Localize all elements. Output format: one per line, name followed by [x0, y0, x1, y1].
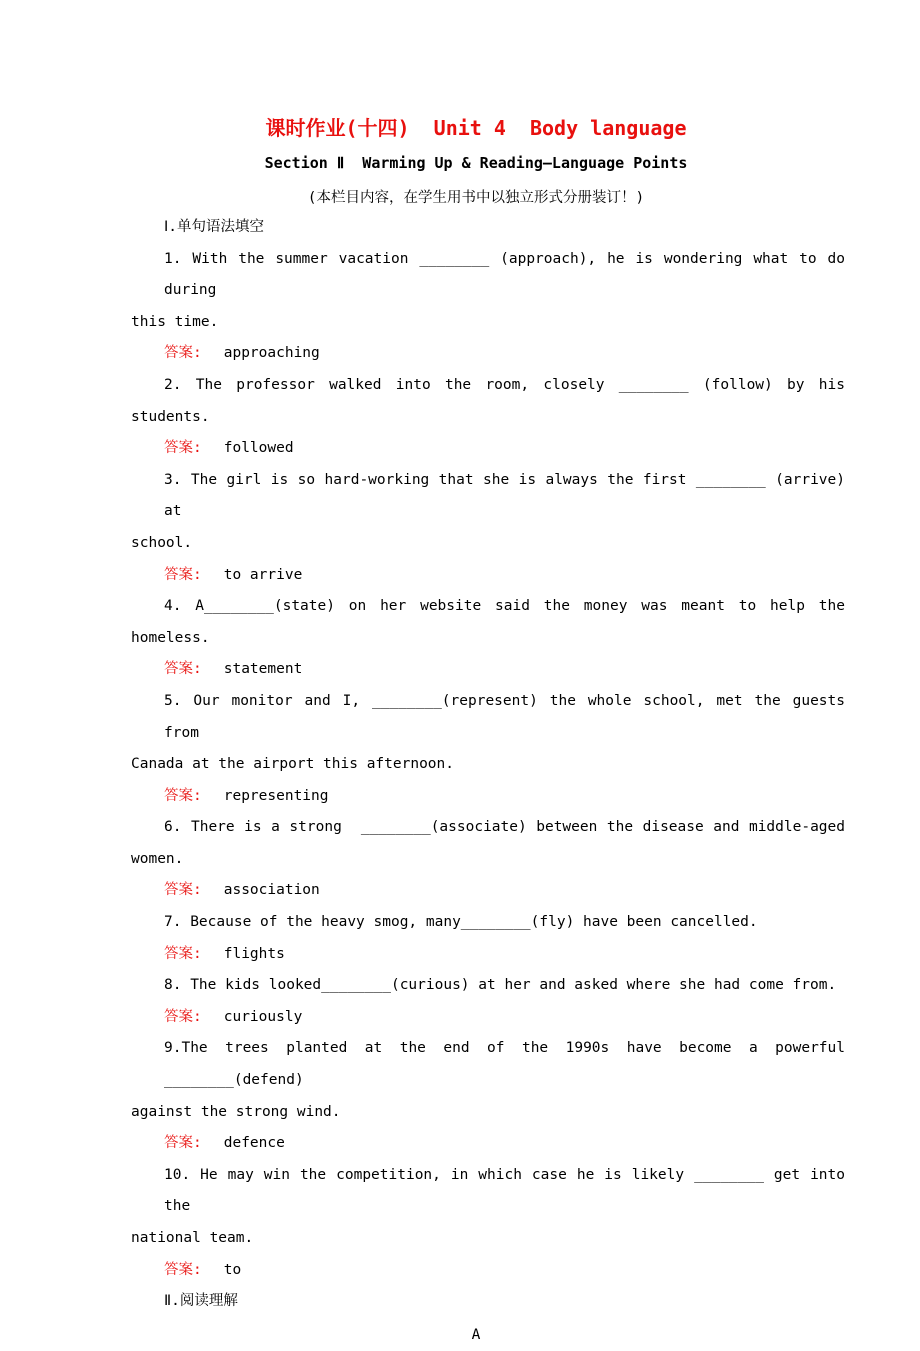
answer-label: 答案:: [164, 566, 202, 583]
question-list: [131, 244, 863, 1287]
answer-label: 答案:: [164, 440, 202, 457]
question-text: 2. The professor walked into the room, closely ________ (follow) by his: [164, 376, 845, 393]
answer-row: [131, 1128, 845, 1160]
answer-label: 答案:: [164, 787, 202, 804]
answer-label: 答案:: [164, 661, 202, 678]
answer-row: [131, 939, 845, 971]
section-heading-reading: Ⅱ.阅读理解: [164, 1293, 238, 1310]
answer-value: flights: [223, 945, 285, 962]
answer-value: to arrive: [223, 566, 303, 583]
answer-value: approaching: [223, 345, 320, 362]
question-text-continued: students.: [131, 408, 210, 425]
question-text-continued: women.: [131, 850, 184, 867]
answer-row: [131, 560, 845, 592]
answer-row: [131, 1002, 845, 1034]
answer-row: [131, 1255, 845, 1287]
answer-value: defence: [223, 1135, 285, 1152]
section-subtitle: Section Ⅱ Warming Up & Reading—Language Points: [264, 154, 688, 172]
answer-row: [131, 433, 845, 465]
question-text: 9.The trees planted at the end of the 1990s have become a powerful ________(defend): [164, 1040, 863, 1089]
question-text: 6. There is a strong ________(associate) between the disease and middle-aged: [164, 819, 845, 836]
question-text: 5. Our monitor and I, ________(represent) the whole school, met the guests from: [164, 692, 854, 741]
question-text-continued: national team.: [131, 1230, 254, 1246]
answer-value: to: [223, 1261, 242, 1278]
binding-note: (本栏目内容，在学生用书中以独立形式分册装订！): [307, 190, 645, 206]
question-text-continued: against the strong wind.: [131, 1103, 341, 1120]
exercise-content: [131, 212, 863, 1351]
question-text: 8. The kids looked________(curious) at her and asked where she had come from.: [164, 977, 837, 994]
question-text: 1. With the summer vacation ________ (approach), he is wondering what to do during: [164, 250, 854, 299]
question-text-continued: school.: [131, 534, 193, 551]
answer-row: [131, 654, 845, 686]
page-title: 课时作业(十四) Unit 4 Body language: [265, 116, 687, 140]
answer-row: [131, 781, 845, 813]
question-text-continued: homeless.: [131, 629, 210, 646]
question-text: 3. The girl is so hard-working that she is always the first ________ (arrive) at: [164, 471, 854, 520]
question-text: 7. Because of the heavy smog, many________(fly) have been cancelled.: [164, 914, 758, 931]
answer-value: followed: [223, 440, 294, 457]
answer-label: 答案:: [164, 345, 202, 362]
passage-label: A: [471, 1326, 481, 1343]
answer-value: representing: [223, 787, 329, 804]
answer-label: 答案:: [164, 882, 202, 899]
question-text-continued: this time.: [131, 313, 219, 330]
section-heading-grammar: Ⅰ.单句语法填空: [164, 219, 265, 235]
answer-row: [131, 338, 845, 370]
answer-value: statement: [223, 661, 303, 678]
answer-label: 答案:: [164, 945, 202, 962]
answer-row: [131, 875, 845, 907]
question-text-continued: Canada at the airport this afternoon.: [131, 756, 455, 773]
answer-label: 答案:: [164, 1135, 202, 1152]
answer-label: 答案:: [164, 1261, 202, 1278]
answer-value: association: [223, 882, 320, 899]
answer-label: 答案:: [164, 1008, 202, 1025]
question-text: 10. He may win the competition, in which case he is likely ________ get into the: [164, 1166, 854, 1215]
answer-value: curiously: [223, 1008, 303, 1025]
question-text: 4. A________(state) on her website said the money was meant to help the: [164, 598, 845, 615]
